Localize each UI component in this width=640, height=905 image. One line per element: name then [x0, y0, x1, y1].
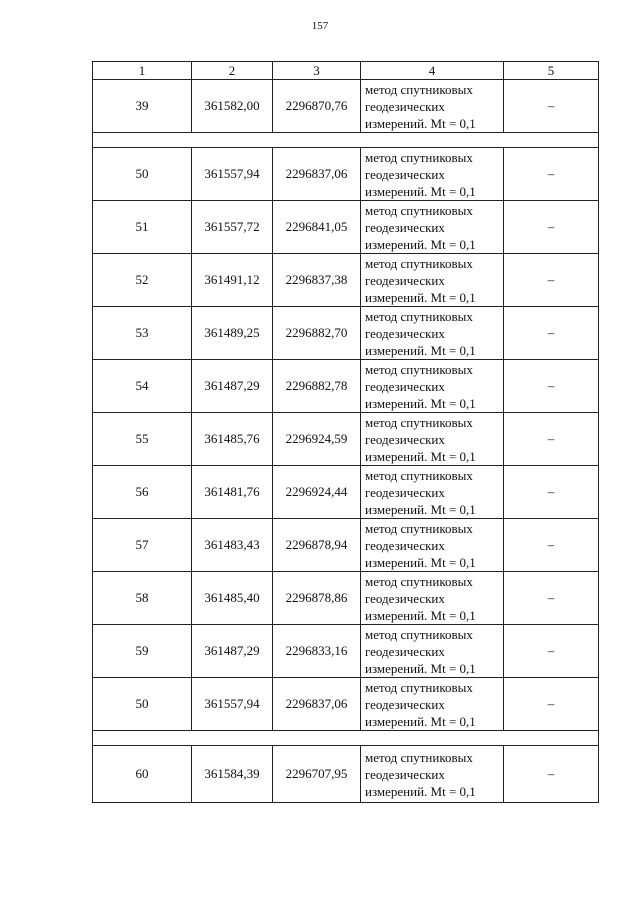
method-line: геодезических	[365, 325, 445, 341]
method-line: измерений. Mt = 0,1	[365, 713, 476, 729]
method-cell	[361, 254, 504, 307]
description-cell: –	[504, 746, 599, 803]
x-coordinate-cell: 361487,29	[192, 360, 273, 413]
section-divider-row	[93, 133, 599, 148]
x-coordinate-cell: 361487,29	[192, 625, 273, 678]
y-coordinate-cell: 2296878,86	[273, 572, 361, 625]
method-line: метод спутниковых	[365, 308, 473, 324]
table-row	[93, 254, 599, 307]
method-line: геодезических	[365, 766, 445, 782]
method-line: метод спутниковых	[365, 749, 473, 765]
method-line: метод спутниковых	[365, 255, 473, 271]
method-cell	[361, 572, 504, 625]
section-divider-cell	[93, 731, 599, 746]
table-body	[93, 62, 599, 803]
section-divider-row	[93, 731, 599, 746]
method-line: метод спутниковых	[365, 467, 473, 483]
method-cell	[361, 466, 504, 519]
method-cell	[361, 80, 504, 133]
method-line: геодезических	[365, 378, 445, 394]
method-cell	[361, 413, 504, 466]
description-cell: –	[504, 678, 599, 731]
section-divider-cell	[93, 133, 599, 148]
x-coordinate-cell: 361481,76	[192, 466, 273, 519]
method-cell	[361, 148, 504, 201]
table-row	[93, 413, 599, 466]
description-cell: –	[504, 413, 599, 466]
y-coordinate-cell: 2296924,44	[273, 466, 361, 519]
method-line: геодезических	[365, 272, 445, 288]
y-coordinate-cell: 2296878,94	[273, 519, 361, 572]
header-cell-1: 1	[93, 62, 192, 80]
description-cell: –	[504, 360, 599, 413]
description-cell: –	[504, 307, 599, 360]
table-row	[93, 360, 599, 413]
method-line: геодезических	[365, 219, 445, 235]
method-line: метод спутниковых	[365, 573, 473, 589]
header-cell-3: 3	[273, 62, 361, 80]
table-row	[93, 466, 599, 519]
method-line: метод спутниковых	[365, 149, 473, 165]
x-coordinate-cell: 361491,12	[192, 254, 273, 307]
method-line: измерений. Mt = 0,1	[365, 289, 476, 305]
point-number-cell: 50	[93, 678, 192, 731]
header-cell-5: 5	[504, 62, 599, 80]
method-line: геодезических	[365, 166, 445, 182]
x-coordinate-cell: 361485,40	[192, 572, 273, 625]
method-cell	[361, 519, 504, 572]
description-cell: –	[504, 148, 599, 201]
table-row	[93, 678, 599, 731]
table-header-row	[93, 62, 599, 80]
y-coordinate-cell: 2296841,05	[273, 201, 361, 254]
method-line: метод спутниковых	[365, 626, 473, 642]
table-row	[93, 572, 599, 625]
table-row	[93, 148, 599, 201]
method-line: метод спутниковых	[365, 414, 473, 430]
x-coordinate-cell: 361557,94	[192, 678, 273, 731]
point-number-cell: 52	[93, 254, 192, 307]
y-coordinate-cell: 2296870,76	[273, 80, 361, 133]
table-row	[93, 519, 599, 572]
description-cell: –	[504, 254, 599, 307]
table-row	[93, 625, 599, 678]
header-cell-4: 4	[361, 62, 504, 80]
description-cell: –	[504, 80, 599, 133]
x-coordinate-cell: 361557,72	[192, 201, 273, 254]
description-cell: –	[504, 466, 599, 519]
method-line: измерений. Mt = 0,1	[365, 607, 476, 623]
method-line: измерений. Mt = 0,1	[365, 554, 476, 570]
method-cell	[361, 307, 504, 360]
page-number: 157	[311, 20, 329, 32]
coordinates-table	[92, 61, 599, 803]
method-line: измерений. Mt = 0,1	[365, 183, 476, 199]
description-cell: –	[504, 201, 599, 254]
description-cell: –	[504, 625, 599, 678]
method-line: измерений. Mt = 0,1	[365, 236, 476, 252]
x-coordinate-cell: 361557,94	[192, 148, 273, 201]
method-line: измерений. Mt = 0,1	[365, 448, 476, 464]
point-number-cell: 53	[93, 307, 192, 360]
method-line: геодезических	[365, 696, 445, 712]
point-number-cell: 51	[93, 201, 192, 254]
method-line: измерений. Mt = 0,1	[365, 115, 476, 131]
y-coordinate-cell: 2296833,16	[273, 625, 361, 678]
method-line: метод спутниковых	[365, 202, 473, 218]
method-line: измерений. Mt = 0,1	[365, 342, 476, 358]
method-line: геодезических	[365, 590, 445, 606]
method-cell	[361, 201, 504, 254]
method-cell	[361, 625, 504, 678]
method-line: измерений. Mt = 0,1	[365, 501, 476, 517]
description-cell: –	[504, 519, 599, 572]
method-cell	[361, 678, 504, 731]
point-number-cell: 55	[93, 413, 192, 466]
point-number-cell: 58	[93, 572, 192, 625]
y-coordinate-cell: 2296837,06	[273, 148, 361, 201]
method-line: измерений. Mt = 0,1	[365, 660, 476, 676]
description-cell: –	[504, 572, 599, 625]
x-coordinate-cell: 361483,43	[192, 519, 273, 572]
table-row	[93, 80, 599, 133]
y-coordinate-cell: 2296707,95	[273, 746, 361, 803]
method-line: геодезических	[365, 643, 445, 659]
x-coordinate-cell: 361489,25	[192, 307, 273, 360]
y-coordinate-cell: 2296882,70	[273, 307, 361, 360]
method-line: метод спутниковых	[365, 81, 473, 97]
header-cell-2: 2	[192, 62, 273, 80]
y-coordinate-cell: 2296837,38	[273, 254, 361, 307]
table-row	[93, 746, 599, 803]
method-line: измерений. Mt = 0,1	[365, 395, 476, 411]
method-line: измерений. Mt = 0,1	[365, 783, 476, 799]
x-coordinate-cell: 361582,00	[192, 80, 273, 133]
y-coordinate-cell: 2296882,78	[273, 360, 361, 413]
method-line: геодезических	[365, 431, 445, 447]
method-line: геодезических	[365, 98, 445, 114]
point-number-cell: 54	[93, 360, 192, 413]
x-coordinate-cell: 361584,39	[192, 746, 273, 803]
y-coordinate-cell: 2296837,06	[273, 678, 361, 731]
method-line: метод спутниковых	[365, 679, 473, 695]
point-number-cell: 39	[93, 80, 192, 133]
method-line: геодезических	[365, 537, 445, 553]
method-line: геодезических	[365, 484, 445, 500]
method-line: метод спутниковых	[365, 361, 473, 377]
table-row	[93, 201, 599, 254]
x-coordinate-cell: 361485,76	[192, 413, 273, 466]
point-number-cell: 56	[93, 466, 192, 519]
method-line: метод спутниковых	[365, 520, 473, 536]
method-cell	[361, 746, 504, 803]
method-cell	[361, 360, 504, 413]
table-row	[93, 307, 599, 360]
point-number-cell: 59	[93, 625, 192, 678]
point-number-cell: 50	[93, 148, 192, 201]
point-number-cell: 60	[93, 746, 192, 803]
y-coordinate-cell: 2296924,59	[273, 413, 361, 466]
point-number-cell: 57	[93, 519, 192, 572]
